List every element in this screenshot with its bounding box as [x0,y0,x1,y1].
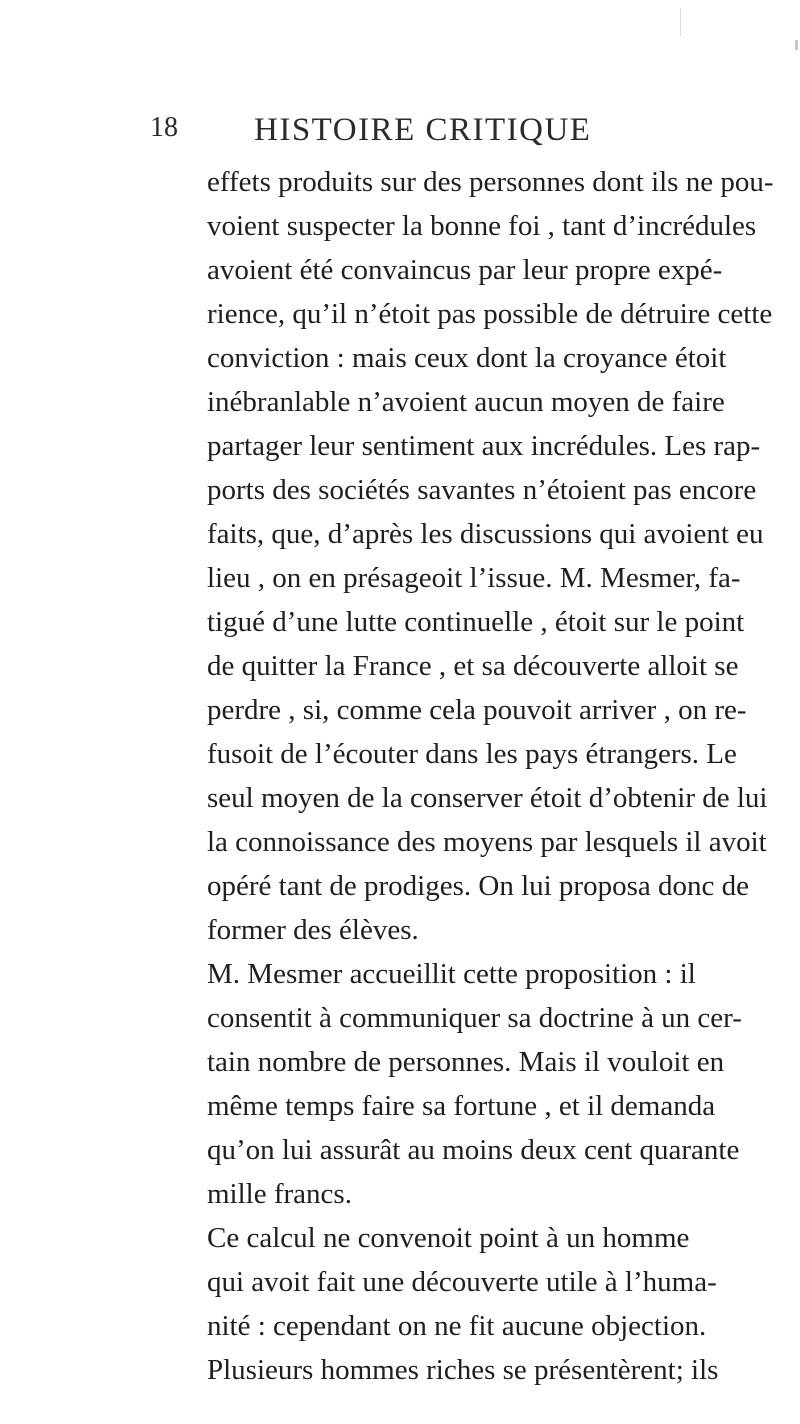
text-line: consentit à communiquer sa doctrine à un cer- [207,1002,742,1034]
text-line: tigué d’une lutte continuelle , étoit sur le point [207,606,745,638]
text-line: fusoit de l’écouter dans les pays étrangers. Le [207,738,737,770]
text-line: voient suspecter la bonne foi , tant d’incrédules [207,210,757,242]
text-line: Ce calcul ne convenoit point à un homme [207,1222,690,1254]
text-line: M. Mesmer accueillit cette proposition : il [207,958,696,990]
text-line: mille francs. [207,1178,352,1210]
text-line: partager leur sentiment aux incrédules. Les rap- [207,430,761,462]
page-header [150,112,710,158]
text-line: tain nombre de personnes. Mais il vouloit en [207,1046,725,1078]
text-line: faits, que, d’après les discussions qui avoient eu [207,518,764,550]
text-line: effets produits sur des personnes dont ils ne pou- [207,166,774,198]
text-line: rience, qu’il n’étoit pas possible de détruire cette [207,298,773,330]
paper-mark [680,8,681,36]
text-line: nité : cependant on ne fit aucune objection. [207,1310,707,1342]
body-text [207,160,800,1392]
text-line: même temps faire sa fortune , et il demanda [207,1090,716,1122]
text-line: conviction : mais ceux dont la croyance étoit [207,342,727,374]
text-line: former des élèves. [207,914,419,946]
text-line: opéré tant de prodiges. On lui proposa donc de [207,870,749,902]
text-line: seul moyen de la conserver étoit d’obtenir de lui [207,782,768,814]
text-line: ports des sociétés savantes n’étoient pas encore [207,474,757,506]
paper-mark [795,40,798,50]
text-line: lieu , on en présageoit l’issue. M. Mesmer, fa- [207,562,741,594]
page-number: 18 [150,112,178,143]
text-line: de quitter la France , et sa découverte alloit se [207,650,739,682]
text-line: avoient été convaincus par leur propre expé- [207,254,723,286]
text-line: Plusieurs hommes riches se présentèrent; ils [207,1354,719,1386]
text-line: perdre , si, comme cela pouvoit arriver , on re- [207,694,747,726]
running-title: HISTOIRE CRITIQUE [254,112,592,148]
text-line: la connoissance des moyens par lesquels il avoit [207,826,767,858]
text-line: qu’on lui assurât au moins deux cent quarante [207,1134,740,1166]
text-line: qui avoit fait une découverte utile à l’huma- [207,1266,717,1298]
text-line: inébranlable n’avoient aucun moyen de faire [207,386,725,418]
